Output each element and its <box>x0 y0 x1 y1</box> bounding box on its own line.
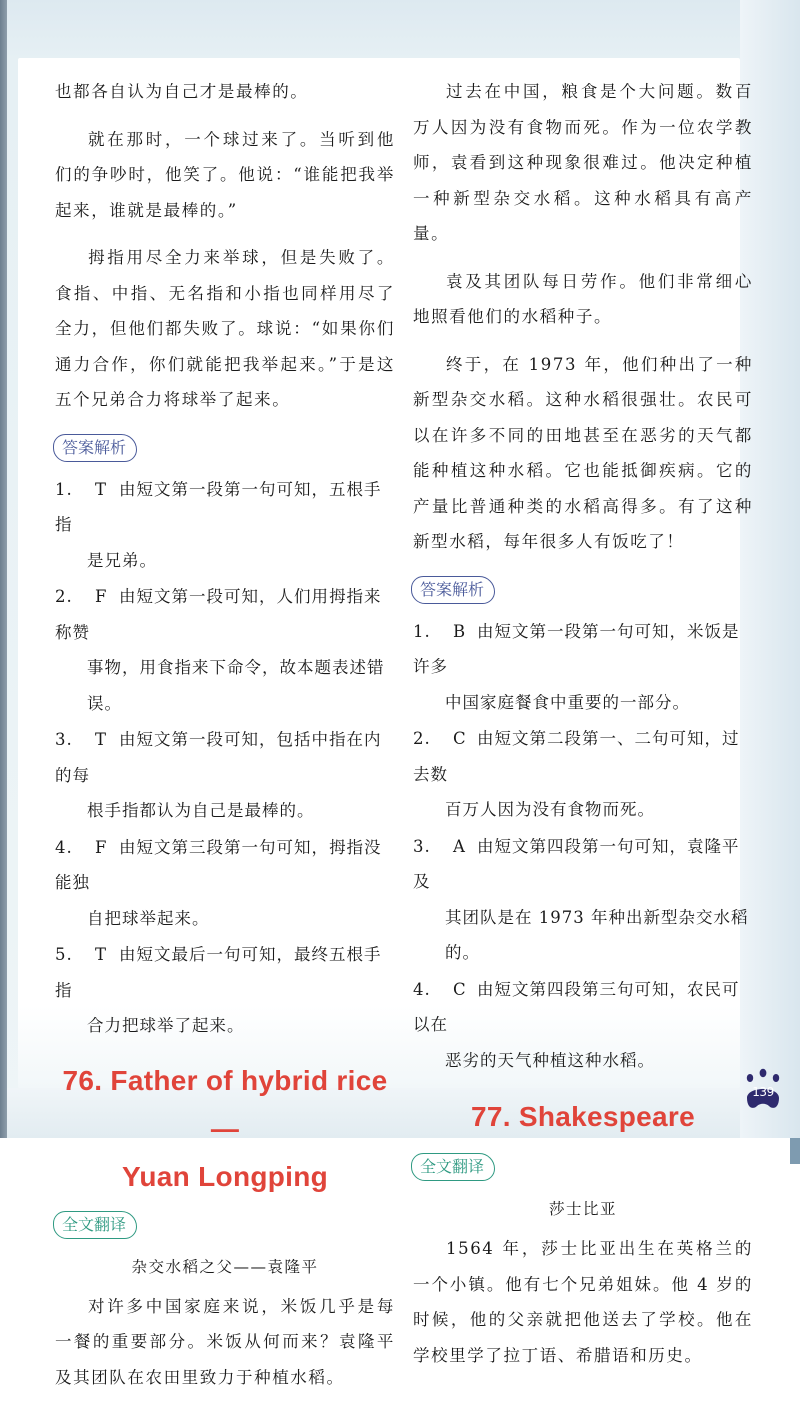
full-translation-badge: 全文翻译 <box>53 1211 137 1239</box>
right-column <box>413 74 753 1385</box>
answer-item <box>55 472 395 579</box>
next-page-edge <box>790 1138 800 1164</box>
answer-letter: F <box>95 587 108 606</box>
answer-analysis-badge: 答案解析 <box>411 576 495 604</box>
answer-text-cont: 合力把球举了起来。 <box>87 1016 245 1035</box>
answer-item <box>55 579 395 721</box>
answer-text-cont: 其团队是在 1973 年种出新型杂交水稻的。 <box>445 907 749 962</box>
answer-item <box>413 614 753 721</box>
answer-item <box>55 937 395 1044</box>
answer-number: 1. <box>413 621 431 641</box>
answer-number: 5. <box>55 945 73 964</box>
answer-text-cont: 事物，用食指来下命令，故本题表述错误。 <box>87 658 385 713</box>
story-paragraph: 拇指用尽全力来举球，但是失败了。食指、中指、无名指和小指也同样用尽了全力，但他们都失败了。球说：“如果你们通力合作，你们就能把我举起来。”于是这五个兄弟合力将球举了起来。 <box>55 248 395 409</box>
answer-item <box>55 722 395 829</box>
section-heading-77: 77. Shakespeare <box>471 1101 695 1132</box>
answer-number: 3. <box>55 730 73 749</box>
page-number: 139 <box>752 1085 774 1099</box>
answer-number: 3. <box>413 836 431 856</box>
translation-paragraph: 1564 年，莎士比亚出生在英格兰的一个小镇。他有七个兄弟姐妹。他 4 岁的时候，他的父亲就把他送去了学校。他在学校里学了拉丁语、希腊语和历史。 <box>413 1239 753 1365</box>
answer-list <box>55 472 395 1044</box>
answer-text-cont: 是兄弟。 <box>87 550 157 570</box>
translation-paragraph: 对许多中国家庭来说，米饭几乎是每一餐的重要部分。米饭从何而来？袁隆平及其团队在农田里致力于种植水稻。 <box>55 1296 395 1387</box>
answer-text: 由短文第一段可知，人们用拇指来称赞 <box>55 587 382 642</box>
section-heading-76-line2: Yuan Longping <box>121 1160 329 1192</box>
answer-item <box>413 829 753 971</box>
answer-text: 由短文第四段第三句可知，农民可以在 <box>413 979 740 1034</box>
answer-text-cont: 自把球举起来。 <box>87 908 210 928</box>
translation-title: 莎士比亚 <box>548 1200 617 1218</box>
answer-letter: F <box>95 837 108 857</box>
page-number-badge <box>743 1068 783 1112</box>
story-paragraph: 就在那时，一个球过来了。当听到他们的争吵时，他笑了。他说：“谁能把我举起来，谁就是最棒的。” <box>55 129 395 220</box>
story-paragraph: 也都各自认为自己才是最棒的。 <box>55 82 309 101</box>
section-heading-76: 76. Father of hybrid rice— <box>62 1064 388 1144</box>
story-paragraph: 终于，在 1973 年，他们种出了一种新型杂交水稻。这种水稻很强壮。农民可以在许多不同的田地甚至在恶劣的天气都能种植这种水稻。它也能抵御疾病。它的产量比普通种类的水稻高得多。有了这种新型水稻，每年很多人有饭吃了！ <box>413 354 753 551</box>
answer-letter: C <box>453 729 467 748</box>
answer-letter: B <box>453 621 467 641</box>
answer-text: 由短文第一段第一句可知，米饭是许多 <box>413 621 740 676</box>
answer-letter: T <box>95 730 108 749</box>
answer-letter: A <box>453 836 466 856</box>
answer-letter: T <box>95 479 108 499</box>
answer-number: 2. <box>413 729 431 748</box>
answer-item <box>55 830 395 937</box>
answer-number: 1. <box>55 479 73 499</box>
answer-text: 由短文第二段第一、二句可知，过去数 <box>413 729 740 784</box>
answer-text: 由短文第三段第一句可知，拇指没能独 <box>55 837 382 892</box>
answer-text: 由短文最后一句可知，最终五根手指 <box>55 945 382 1000</box>
answer-text: 由短文第一段第一句可知，五根手指 <box>55 479 382 534</box>
book-spine-edge <box>0 0 7 1138</box>
answer-text: 由短文第一段可知，包括中指在内的每 <box>55 730 382 785</box>
answer-letter: T <box>95 945 108 964</box>
answer-text-cont: 中国家庭餐食中重要的一部分。 <box>445 692 690 712</box>
answer-letter: C <box>453 979 467 999</box>
story-paragraph: 袁及其团队每日劳作。他们非常细心地照看他们的水稻种子。 <box>413 271 753 326</box>
left-column <box>55 74 395 1407</box>
answer-text: 由短文第四段第一句可知，袁隆平及 <box>413 836 740 891</box>
answer-text-cont: 根手指都认为自己是最棒的。 <box>87 801 315 820</box>
answer-number: 4. <box>55 837 73 857</box>
answer-text-cont: 恶劣的天气种植这种水稻。 <box>445 1050 655 1070</box>
answer-analysis-badge: 答案解析 <box>53 434 137 462</box>
answer-item <box>413 972 753 1079</box>
story-paragraph: 过去在中国，粮食是个大问题。数百万人因为没有食物而死。作为一位农学教师，袁看到这种现象很难过。他决定种植一种新型杂交水稻。这种水稻具有高产量。 <box>413 82 753 243</box>
answer-text-cont: 百万人因为没有食物而死。 <box>445 800 655 819</box>
translation-title: 杂交水稻之父——袁隆平 <box>131 1257 319 1276</box>
full-translation-badge: 全文翻译 <box>411 1153 495 1181</box>
answer-number: 2. <box>55 587 73 606</box>
answer-list <box>413 614 753 1079</box>
answer-number: 4. <box>413 979 431 999</box>
answer-item <box>413 721 753 828</box>
